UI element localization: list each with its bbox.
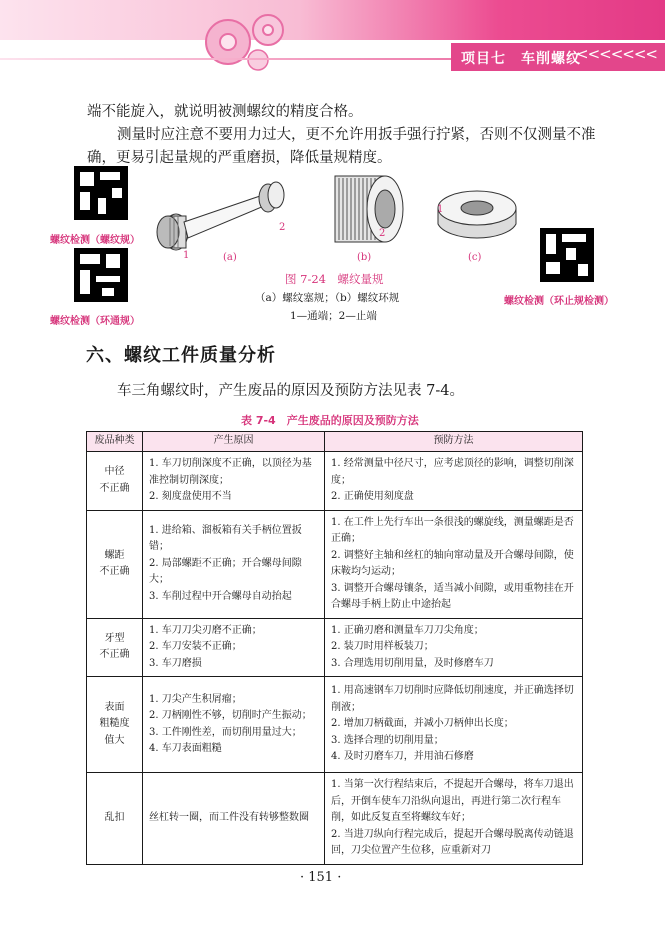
table-row — [87, 773, 583, 865]
qr-code-ring-nogo-gauge[interactable] — [540, 228, 594, 282]
figure-subcaption-2: 1—通端；2—止端 — [290, 310, 377, 322]
figure-label-a: (a) — [223, 252, 237, 263]
qr-code-ring-go-gauge[interactable] — [74, 248, 128, 302]
intro-line-2: 测量时应注意不要用力过大，更不允许用扳手强行拧紧，否则不仅测量不准 — [117, 127, 596, 143]
figure-label-b: (b) — [357, 252, 372, 263]
prevention-cell: 1. 在工件上先行车出一条很浅的螺旋线，测量螺距是否正确； 2. 调整好主轴和丝杠的轴向窜动量及开合螺母间隙，使床鞍均匀运动； 3. 调整开合螺母镶条，适当减小间隙，或用重物挂在开合螺母手柄上防止中途抬起 — [325, 510, 583, 618]
thread-plug-gauge-drawing — [148, 178, 298, 260]
table-title: 表 7-4 产生废品的原因及预防方法 — [241, 414, 419, 427]
cause-cell: 丝杠转一圈，而工件没有转够整数圈 — [143, 773, 325, 865]
table-row — [87, 510, 583, 618]
table-row — [87, 452, 583, 511]
thread-ring-nogo-drawing — [432, 186, 522, 246]
kind-cell: 牙型 不正确 — [87, 618, 143, 677]
cause-cell: 1. 进给箱、溜板箱有关手柄位置扳错； 2. 局部螺距不正确；开合螺母间隙大； 3. 车削过程中开合螺母自动抬起 — [143, 510, 325, 618]
qr-label-ring-nogo-gauge: 螺纹检测（环止规检测） — [504, 296, 614, 307]
figure-subcaption-1: （a）螺纹塞规；（b）螺纹环规 — [255, 292, 400, 304]
kind-cell: 乱扣 — [87, 773, 143, 865]
prevention-cell: 1. 用高速钢车刀切削时应降低切削速度，并正确选择切削液； 2. 增加刀柄截面，并减小刀柄伸出长度； 3. 选择合理的切削用量； 4. 及时刃磨车刀，并用油石修磨 — [325, 677, 583, 773]
page-header — [0, 0, 665, 82]
kind-cell: 表面 粗糙度 值大 — [87, 677, 143, 773]
table-header-row — [87, 432, 583, 452]
section-title: 六、螺纹工件质量分析 — [86, 345, 276, 366]
callout-2-b: 2 — [379, 228, 386, 239]
callout-1-a: 1 — [183, 250, 190, 261]
qr-label-thread-gauge: 螺纹检测（螺纹规） — [50, 235, 140, 246]
prevention-cell: 1. 正确刃磨和测量车刀刀尖角度； 2. 装刀时用样板装刀； 3. 合理选用切削用量，及时修磨车刀 — [325, 618, 583, 677]
callout-1-c: 1 — [437, 204, 444, 215]
section-paragraph: 车三角螺纹时，产生废品的原因及预防方法见表 7-4。 — [117, 383, 464, 399]
intro-line-1: 端不能旋入，就说明被测螺纹的精度合格。 — [87, 104, 363, 120]
gears-decoration — [190, 8, 300, 74]
header-band — [0, 0, 665, 40]
defects-table — [86, 431, 583, 865]
prevention-cell: 1. 经常测量中径尺寸，应考虑顶径的影响，调整切削深度； 2. 正确使用刻度盘 — [325, 452, 583, 511]
qr-label-ring-go-gauge: 螺纹检测（环通规） — [50, 316, 140, 327]
header-cause: 产生原因 — [143, 432, 325, 452]
cause-cell: 1. 车刀切削深度不正确，以顶径为基准控制切削深度； 2. 刻度盘使用不当 — [143, 452, 325, 511]
header-prevention: 预防方法 — [325, 432, 583, 452]
chapter-title: 项目七 车削螺纹 — [461, 51, 581, 67]
table-row — [87, 677, 583, 773]
prevention-cell: 1. 当第一次行程结束后，不提起开合螺母，将车刀退出后，开倒车使车刀沿纵向退出，再进行第二次行程车削，如此反复直至将螺纹车好； 2. 当进刀纵向行程完成后，提起开合螺母脱离传动链退回，刀尖位置产生位移，应重新对刀 — [325, 773, 583, 865]
table-row — [87, 618, 583, 677]
figure-caption: 图 7-24 螺纹量规 — [285, 272, 384, 286]
kind-cell: 中径 不正确 — [87, 452, 143, 511]
chevrons-decoration: <<<<<<< — [576, 45, 657, 63]
thread-ring-gauge-drawing — [325, 168, 405, 248]
kind-cell: 螺距 不正确 — [87, 510, 143, 618]
cause-cell: 1. 车刀刀尖刃磨不正确； 2. 车刀安装不正确； 3. 车刀磨损 — [143, 618, 325, 677]
page-number: · 151 · — [300, 870, 342, 885]
callout-2-a: 2 — [279, 222, 286, 233]
qr-code-thread-gauge[interactable] — [74, 166, 128, 220]
header-kind: 废品种类 — [87, 432, 143, 452]
intro-line-3: 确，更易引起量规的严重磨损，降低量规精度。 — [87, 150, 392, 166]
figure-label-c: (c) — [468, 252, 482, 263]
cause-cell: 1. 刀尖产生积屑瘤； 2. 刀柄刚性不够，切削时产生振动； 3. 工件刚性差，而切削用量过大； 4. 车刀表面粗糙 — [143, 677, 325, 773]
